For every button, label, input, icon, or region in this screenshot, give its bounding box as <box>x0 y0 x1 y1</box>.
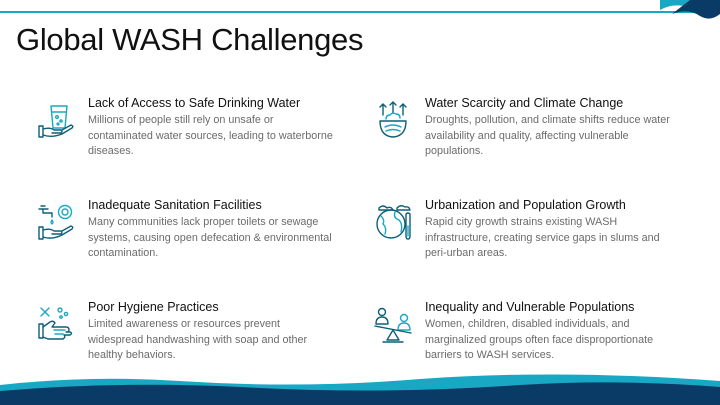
challenge-card-urbanization <box>373 198 673 268</box>
card-heading: Lack of Access to Safe Drinking Water <box>88 96 301 110</box>
top-accent-line <box>0 11 700 13</box>
page-title: Global WASH Challenges <box>16 22 364 57</box>
urban-globe-icon <box>373 202 413 242</box>
challenge-card-drinking-water <box>36 96 336 166</box>
challenge-card-sanitation <box>36 198 336 268</box>
card-description: Millions of people still rely on unsafe or contaminated water sources, leading to waterborne diseases. <box>88 114 333 157</box>
card-description: Women, children, disabled individuals, and marginalized groups often face disproportionate barriers to WASH services. <box>425 318 654 361</box>
climate-scarcity-icon <box>373 100 413 140</box>
card-heading: Water Scarcity and Climate Change <box>425 96 624 110</box>
card-description: Many communities lack proper toilets or sewage systems, causing open defecation & environmental contamination. <box>88 216 332 259</box>
card-description: Droughts, pollution, and climate shifts reduce water availability and quality, affecting vulnerable populations. <box>425 114 670 157</box>
sanitation-tap-hand-icon <box>36 202 76 242</box>
bottom-wave-decoration <box>0 367 720 405</box>
challenge-card-inequality <box>373 300 673 370</box>
card-description: Limited awareness or resources prevent widespread handwashing with soap and other healthy behaviors. <box>88 318 308 361</box>
card-heading: Urbanization and Population Growth <box>425 198 626 212</box>
card-heading: Poor Hygiene Practices <box>88 300 219 314</box>
challenge-card-hygiene <box>36 300 336 370</box>
inequality-scale-icon <box>373 304 413 344</box>
challenge-card-water-scarcity <box>373 96 673 166</box>
water-glass-hand-icon <box>36 100 76 140</box>
corner-wave-decoration <box>660 0 720 40</box>
handwashing-icon <box>36 304 76 344</box>
card-description: Rapid city growth strains existing WASH infrastructure, creating service gaps in slums and peri-urban areas. <box>425 216 660 259</box>
card-heading: Inadequate Sanitation Facilities <box>88 198 262 212</box>
card-heading: Inequality and Vulnerable Populations <box>425 300 635 314</box>
